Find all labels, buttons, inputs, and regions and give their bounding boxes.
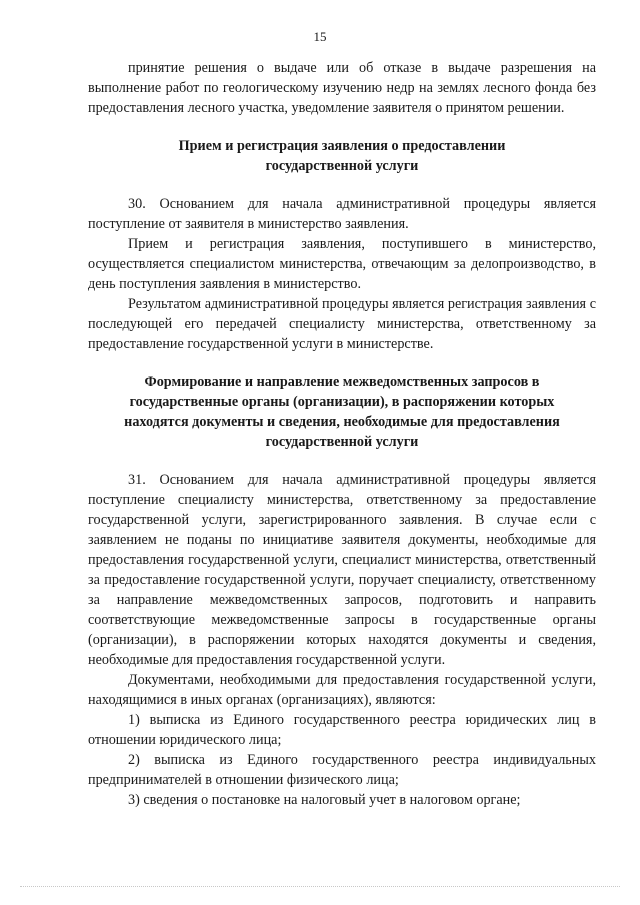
scan-artifact-line xyxy=(20,886,620,889)
page-number: 15 xyxy=(313,29,327,44)
paragraph-reception-registration: Прием и регистрация заявления, поступившего в министерство, осуществляется специалистом министерства, отвечающим за делопроизводство, в день поступления заявления в министерство. xyxy=(88,236,596,292)
list-item-2: 2) выписка из Единого государственного реестра индивидуальных предпринимателей в отношении физического лица; xyxy=(88,752,596,788)
paragraph-30: 30. Основанием для начала административной процедуры является поступление от заявителя в министерство заявления. xyxy=(88,196,596,232)
document-body xyxy=(88,58,596,810)
list-item-1: 1) выписка из Единого государственного реестра юридических лиц в отношении юридического лица; xyxy=(88,712,596,748)
paragraph-decision-continuation: принятие решения о выдаче или об отказе в выдаче разрешения на выполнение работ по геологическому изучению недр на землях лесного фонда без предоставления лесного участка, уведомление заявителя о принятом решении. xyxy=(88,60,596,116)
paragraph-31: 31. Основанием для начала административной процедуры является поступление специалисту министерства, ответственному за предоставление государственной услуги, зарегистрированного заявления. В случае если с заявлением не поданы по инициативе заявителя документы, необходимые для предоставления государственной услуги, специалист министерства, ответственный за предоставление государственной услуги, поручает специалисту, ответственному за направление межведомственных запросов, подготовить и направить соответствующие межведомственные запросы в государственные органы (организации), в распоряжении которых находятся документы и сведения, необходимые для предоставления государственной услуги. xyxy=(88,472,596,668)
paragraph-result: Результатом административной процедуры является регистрация заявления с последующей его передачей специалисту министерства, ответственному за предоставление государственной услуги в министерстве. xyxy=(88,296,596,352)
section-heading-reception: Прием и регистрация заявления о предоставлении государственной услуги xyxy=(178,138,506,174)
section-heading-interagency-requests: Формирование и направление межведомственных запросов в государственные органы (организации), в распоряжении которых находятся документы и сведения, необходимые для предоставления государственной услуги xyxy=(124,374,560,450)
list-item-3: 3) сведения о постановке на налоговый учет в налоговом органе; xyxy=(128,792,521,808)
paragraph-documents-intro: Документами, необходимыми для предоставления государственной услуги, находящимися в иных органах (организациях), являются: xyxy=(88,672,596,708)
